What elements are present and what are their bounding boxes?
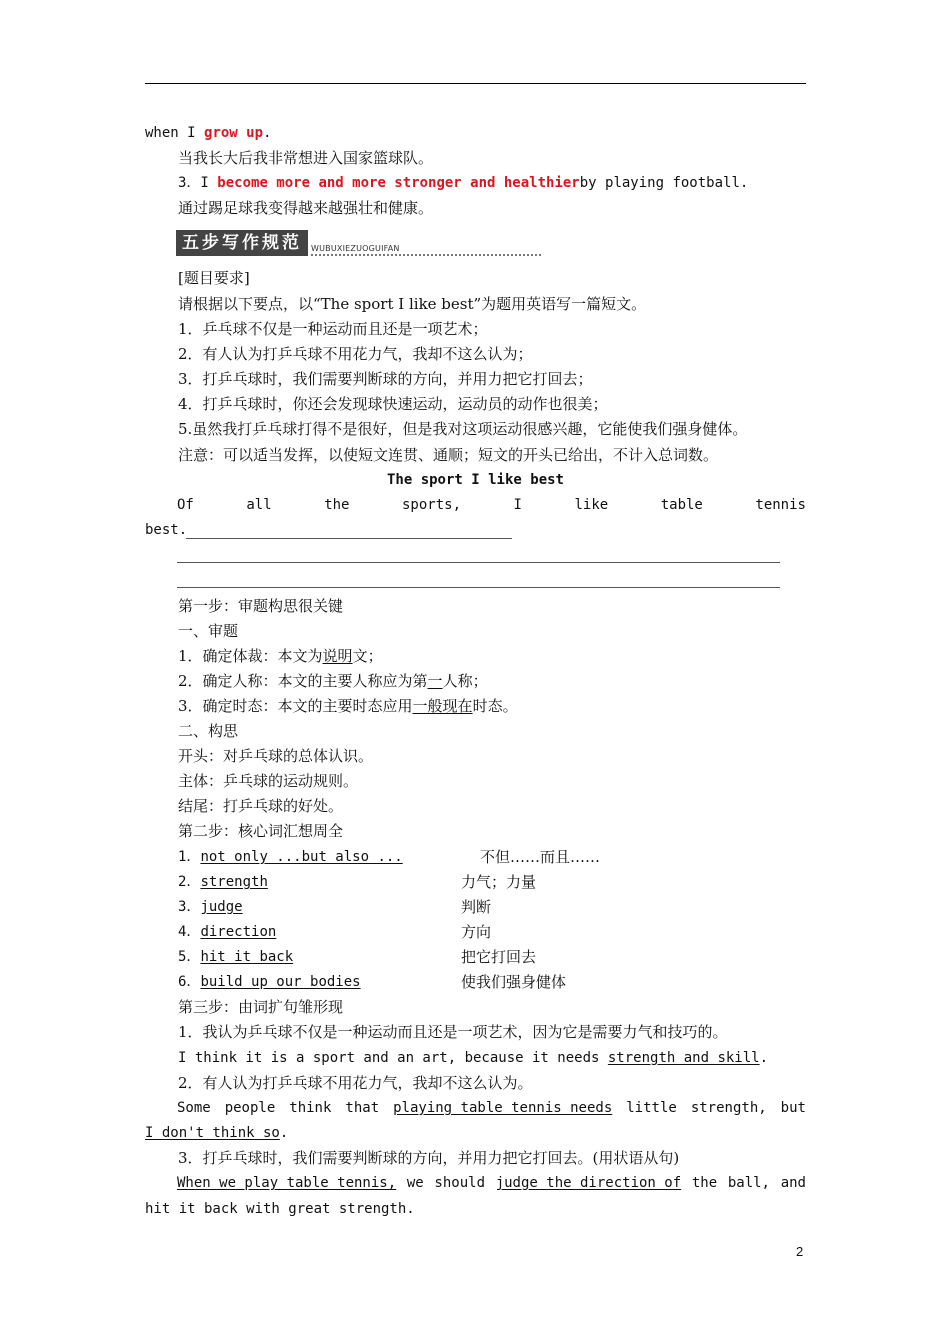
vocab-en: direction — [200, 924, 277, 940]
step1-sub2: 二、构思 — [178, 722, 239, 740]
answer-highlight: grow up — [204, 125, 264, 141]
word: people — [224, 1100, 276, 1116]
vocab-row — [145, 895, 839, 919]
task-point: 1．乒乓球不仅是一种运动而且还是一项艺术； — [178, 320, 488, 338]
step3-sentence-en-cont — [145, 1121, 806, 1145]
vocab-row — [145, 970, 839, 994]
header-rule — [145, 83, 806, 84]
task-heading: [题目要求] — [178, 269, 250, 287]
answer-blank — [177, 562, 780, 563]
answer-blank — [186, 538, 512, 539]
step3-sentence-en — [177, 1171, 806, 1195]
answer: I don't think so — [145, 1125, 280, 1141]
text: by playing football. — [579, 175, 749, 191]
num: 2． — [178, 874, 201, 890]
answer-blank — [177, 587, 780, 588]
word: and — [780, 1175, 806, 1191]
word: ball, — [727, 1175, 770, 1191]
text: 2．确定人称：本文的主要人称应为第 — [178, 672, 428, 690]
word: the — [324, 497, 350, 513]
word: Some — [177, 1100, 211, 1116]
answer: 一 — [427, 672, 443, 690]
answer-highlight: become more and more stronger and healthier — [217, 175, 580, 191]
step3-sentence-cn: 3．打乒乓球时，我们需要判断球的方向，并用力把它打回去。(用状语从句) — [178, 1149, 680, 1167]
answer: When we play table tennis, — [177, 1175, 397, 1191]
step3-sentence-en — [177, 1096, 806, 1120]
vocab-en: hit it back — [200, 949, 294, 965]
vocab-row — [145, 870, 839, 894]
step1-item — [145, 669, 839, 693]
answer: strength and skill — [607, 1050, 760, 1066]
text: . — [263, 125, 272, 141]
step3-sentence-en-cont: hit it back with great strength. — [145, 1201, 415, 1217]
vocab-row — [145, 845, 839, 869]
word: Of — [177, 497, 194, 513]
word: should — [434, 1175, 485, 1191]
num: 1． — [178, 849, 201, 865]
word: sports, — [402, 497, 462, 513]
vocab-cn: 方向 — [461, 923, 492, 941]
banner-subtitle: WUBUXIEZUOGUIFAN — [311, 244, 541, 256]
vocab-en: not only ...but also ... — [200, 849, 403, 865]
page-number: 2 — [796, 1244, 804, 1259]
sentence-3 — [145, 171, 839, 195]
continuation-line — [145, 121, 806, 145]
task-point: 2．有人认为打乒乓球不用花力气，我却不这么认为； — [178, 345, 533, 363]
word: best. — [145, 522, 188, 538]
text: when I — [145, 125, 205, 141]
vocab-en: strength — [200, 874, 268, 890]
task-intro: 请根据以下要点，以“The sport I like best”为题用英语写一篇短文。 — [178, 295, 647, 313]
num: 4． — [178, 924, 201, 940]
word: that — [345, 1100, 380, 1116]
task-point: 3．打乒乓球时，我们需要判断球的方向，并用力把它打回去； — [178, 370, 593, 388]
vocab-cn: 把它打回去 — [461, 948, 537, 966]
vocab-en: judge — [200, 899, 243, 915]
word: tennis — [755, 497, 806, 513]
banner-title: 五步写作规范 — [176, 230, 308, 256]
vocab-cn: 使我们强身健体 — [461, 973, 567, 991]
answer: 一般现在 — [412, 697, 473, 715]
essay-title: The sport I like best — [386, 472, 564, 488]
step3-sentence-cn: 2．有人认为打乒乓球不用花力气，我却不这么认为。 — [178, 1074, 533, 1092]
word: the — [691, 1175, 718, 1191]
vocab-cn: 判断 — [461, 898, 492, 916]
word: we — [406, 1175, 424, 1191]
word: I — [513, 497, 522, 513]
word: like — [574, 497, 609, 513]
task-note: 注意：可以适当发挥，以使短文连贯、通顺；短文的开头已给出，不计入总词数。 — [178, 446, 719, 464]
word: think — [289, 1100, 332, 1116]
text: 时态。 — [472, 697, 518, 715]
essay-opening — [177, 493, 806, 517]
num: 5． — [178, 949, 201, 965]
outline-item: 结尾：打乒乓球的好处。 — [178, 797, 344, 815]
step1-item — [145, 644, 839, 668]
text: 文； — [352, 647, 383, 665]
text: 3．I — [178, 175, 218, 191]
answer: playing table tennis needs — [393, 1100, 613, 1116]
num: 3． — [178, 899, 201, 915]
section-banner — [176, 230, 541, 256]
outline-item: 开头：对乒乓球的总体认识。 — [178, 747, 374, 765]
vocab-en: build up our bodies — [200, 974, 361, 990]
step3-sentence-cn: 1．我认为乒乓球不仅是一种运动而且还是一项艺术，因为它是需要力气和技巧的。 — [178, 1023, 728, 1041]
vocab-row — [145, 920, 839, 944]
text: 人称； — [442, 672, 488, 690]
step1-sub1: 一、审题 — [178, 622, 239, 640]
step3-sentence-en — [145, 1046, 839, 1070]
translation-line: 当我长大后我非常想进入国家篮球队。 — [178, 149, 434, 167]
vocab-cn: 不但……而且…… — [480, 848, 601, 866]
step1-item — [145, 694, 839, 718]
step1-title: 第一步：审题构思很关键 — [178, 597, 344, 615]
step3-title: 第三步：由词扩句雏形现 — [178, 998, 344, 1016]
text: 3．确定时态：本文的主要时态应用 — [178, 697, 413, 715]
word: strength, — [690, 1100, 767, 1116]
vocab-cn: 力气；力量 — [461, 873, 537, 891]
task-point: 4．打乒乓球时，你还会发现球快速运动，运动员的动作也很美； — [178, 395, 608, 413]
word: little — [626, 1100, 677, 1116]
vocab-row — [145, 945, 839, 969]
num: 6． — [178, 974, 201, 990]
word: but — [780, 1100, 806, 1116]
text: I think it is a sport and an art, because it needs — [178, 1050, 608, 1066]
text: . — [279, 1125, 289, 1141]
answer: judge the direction of — [495, 1175, 682, 1191]
word: all — [246, 497, 272, 513]
step2-title: 第二步：核心词汇想周全 — [178, 822, 344, 840]
answer: 说明 — [322, 647, 353, 665]
translation-line: 通过踢足球我变得越来越强壮和健康。 — [178, 199, 434, 217]
task-point: 5.虽然我打乒乓球打得不是很好，但是我对这项运动很感兴趣，它能使我们强身健体。 — [178, 420, 748, 438]
outline-item: 主体：乒乓球的运动规则。 — [178, 772, 359, 790]
text: . — [759, 1050, 769, 1066]
word: table — [660, 497, 703, 513]
text: 1．确定体裁：本文为 — [178, 647, 323, 665]
